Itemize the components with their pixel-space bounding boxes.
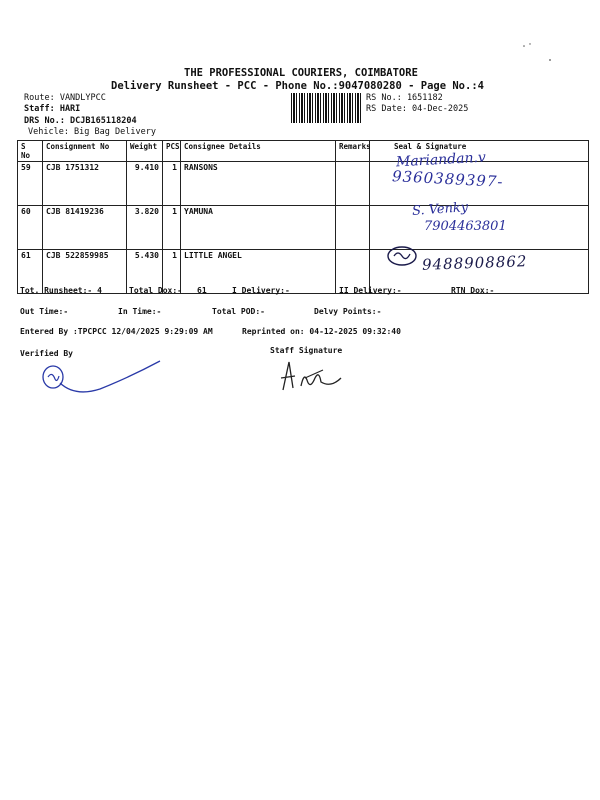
route-label: Route: VANDLYPCC	[24, 93, 106, 103]
handwritten-phone-59: 9360389397-	[391, 167, 504, 191]
company-name: THE PROFESSIONAL COURIERS, COIMBATORE	[184, 67, 418, 79]
drs-number: DRS No.: DCJB165118204	[24, 116, 137, 126]
handwritten-name-59: Mariandan.v	[395, 149, 487, 171]
col-consignee: Consignee Details	[181, 141, 336, 162]
staff-signature	[275, 358, 355, 398]
handwritten-name-60: S. Venky	[411, 200, 469, 219]
reprinted-on: Reprinted on: 04-12-2025 09:32:40	[242, 327, 401, 336]
tot-runsheet: Tot. Runsheet:- 4	[20, 286, 102, 295]
staff-label: Staff: HARI	[24, 104, 81, 114]
entered-by: Entered By :TPCPCC 12/04/2025 9:29:09 AM	[20, 327, 213, 336]
cell-consignee: LITTLE ANGEL	[181, 250, 336, 294]
cell-sno: 60	[18, 206, 43, 250]
cell-consignment: CJB 1751312	[43, 162, 127, 206]
cell-pcs: 1	[163, 162, 181, 206]
col-sno: S No	[18, 141, 43, 162]
scribble-seal-61	[386, 244, 426, 270]
cell-pcs: 1	[163, 250, 181, 294]
cell-weight: 9.410	[127, 162, 163, 206]
rs-number: RS No.: 1651182	[366, 93, 443, 103]
vehicle-label: Vehicle: Big Bag Delivery	[28, 127, 156, 137]
col-seal-signature: Seal & Signature	[370, 141, 589, 162]
handwritten-phone-61: 9488908862	[421, 252, 528, 274]
cell-consignee: YAMUNA	[181, 206, 336, 250]
verified-by: Verified By	[20, 349, 73, 358]
rtn-dox: RTN Dox:-	[451, 286, 495, 295]
ii-delivery: II Delivery:-	[339, 286, 402, 295]
handwritten-phone-60: 7904463801	[424, 219, 507, 234]
total-pod: Total POD:-	[212, 307, 265, 316]
barcode	[291, 93, 363, 123]
page-subtitle: Delivery Runsheet - PCC - Phone No.:9047080280 - Page No.:4	[111, 80, 484, 92]
col-consignment: Consignment No	[43, 141, 127, 162]
out-time: Out Time:-	[20, 307, 69, 316]
delvy-points: Delvy Points:-	[314, 307, 382, 316]
cell-remarks	[336, 162, 370, 206]
total-dox-label: Total Dox:-	[129, 286, 182, 295]
cell-sno: 59	[18, 162, 43, 206]
col-remarks: Remarks	[336, 141, 370, 162]
in-time: In Time:-	[118, 307, 162, 316]
staff-signature-label: Staff Signature	[270, 346, 343, 355]
total-dox-value: 61	[197, 286, 207, 295]
cell-sno: 61	[18, 250, 43, 294]
cell-consignment: CJB 81419236	[43, 206, 127, 250]
cell-consignee: RANSONS	[181, 162, 336, 206]
i-delivery: I Delivery:-	[232, 286, 290, 295]
cell-weight: 5.430	[127, 250, 163, 294]
col-weight: Weight	[127, 141, 163, 162]
cell-pcs: 1	[163, 206, 181, 250]
table-header-row	[18, 141, 589, 162]
verifier-signature	[40, 355, 170, 400]
scan-marks	[520, 40, 560, 70]
rs-date: RS Date: 04-Dec-2025	[366, 104, 469, 114]
cell-remarks	[336, 206, 370, 250]
cell-weight: 3.820	[127, 206, 163, 250]
col-pcs: PCS	[163, 141, 181, 162]
cell-consignment: CJB 522859985	[43, 250, 127, 294]
